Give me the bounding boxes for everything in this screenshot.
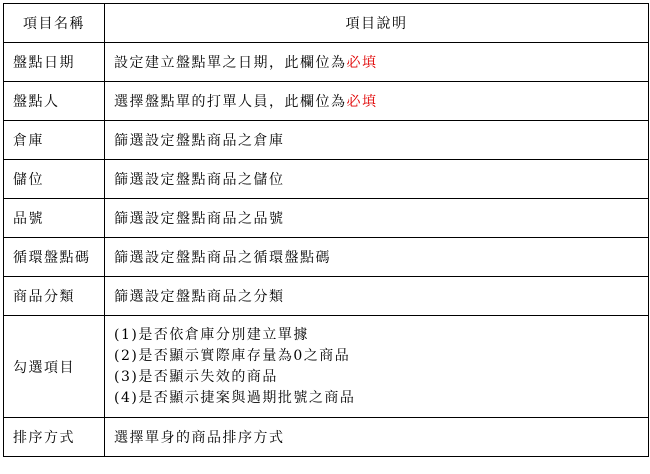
item-name-cell: 排序方式: [4, 418, 105, 457]
item-description-cell: [105, 316, 649, 418]
item-description-cell: [105, 43, 649, 82]
item-name-cell: 儲位: [4, 160, 105, 199]
item-description-cell: 篩選設定盤點商品之循環盤點碼: [105, 238, 649, 277]
column-header-item-description: 項目說明: [105, 4, 649, 43]
option-line: (2)是否顯示實際庫存量為0之商品: [114, 347, 351, 364]
table-row: [4, 82, 649, 121]
required-label: 必填: [346, 94, 378, 110]
item-description-cell: 篩選設定盤點商品之倉庫: [105, 121, 649, 160]
table-row: [4, 418, 649, 457]
description-text: 設定建立盤點單之日期，此欄位為: [114, 55, 347, 71]
table-row: [4, 238, 649, 277]
table-row: [4, 121, 649, 160]
item-name-cell: 勾選項目: [4, 316, 105, 418]
option-line: (3)是否顯示失效的商品: [114, 368, 278, 385]
table-row: [4, 43, 649, 82]
table-row: [4, 316, 649, 418]
item-description-cell: 篩選設定盤點商品之分類: [105, 277, 649, 316]
item-name-cell: 盤點日期: [4, 43, 105, 82]
item-description-cell: 篩選設定盤點商品之儲位: [105, 160, 649, 199]
item-name-cell: 倉庫: [4, 121, 105, 160]
item-description-cell: 選擇單身的商品排序方式: [105, 418, 649, 457]
option-line: (4)是否顯示捷案與過期批號之商品: [114, 389, 356, 406]
required-label: 必填: [346, 55, 378, 71]
table-row: [4, 277, 649, 316]
item-name-cell: 循環盤點碼: [4, 238, 105, 277]
item-name-cell: 品號: [4, 199, 105, 238]
description-text: 選擇盤點單的打單人員，此欄位為: [114, 94, 347, 110]
item-name-cell: 商品分類: [4, 277, 105, 316]
option-line: (1)是否依倉庫分別建立單據: [114, 326, 309, 343]
item-name-cell: 盤點人: [4, 82, 105, 121]
column-header-item-name: 項目名稱: [4, 4, 105, 43]
table-header-row: [4, 4, 649, 43]
table-row: [4, 199, 649, 238]
table-row: [4, 160, 649, 199]
field-description-table: [3, 3, 649, 457]
item-description-cell: [105, 82, 649, 121]
item-description-cell: 篩選設定盤點商品之品號: [105, 199, 649, 238]
